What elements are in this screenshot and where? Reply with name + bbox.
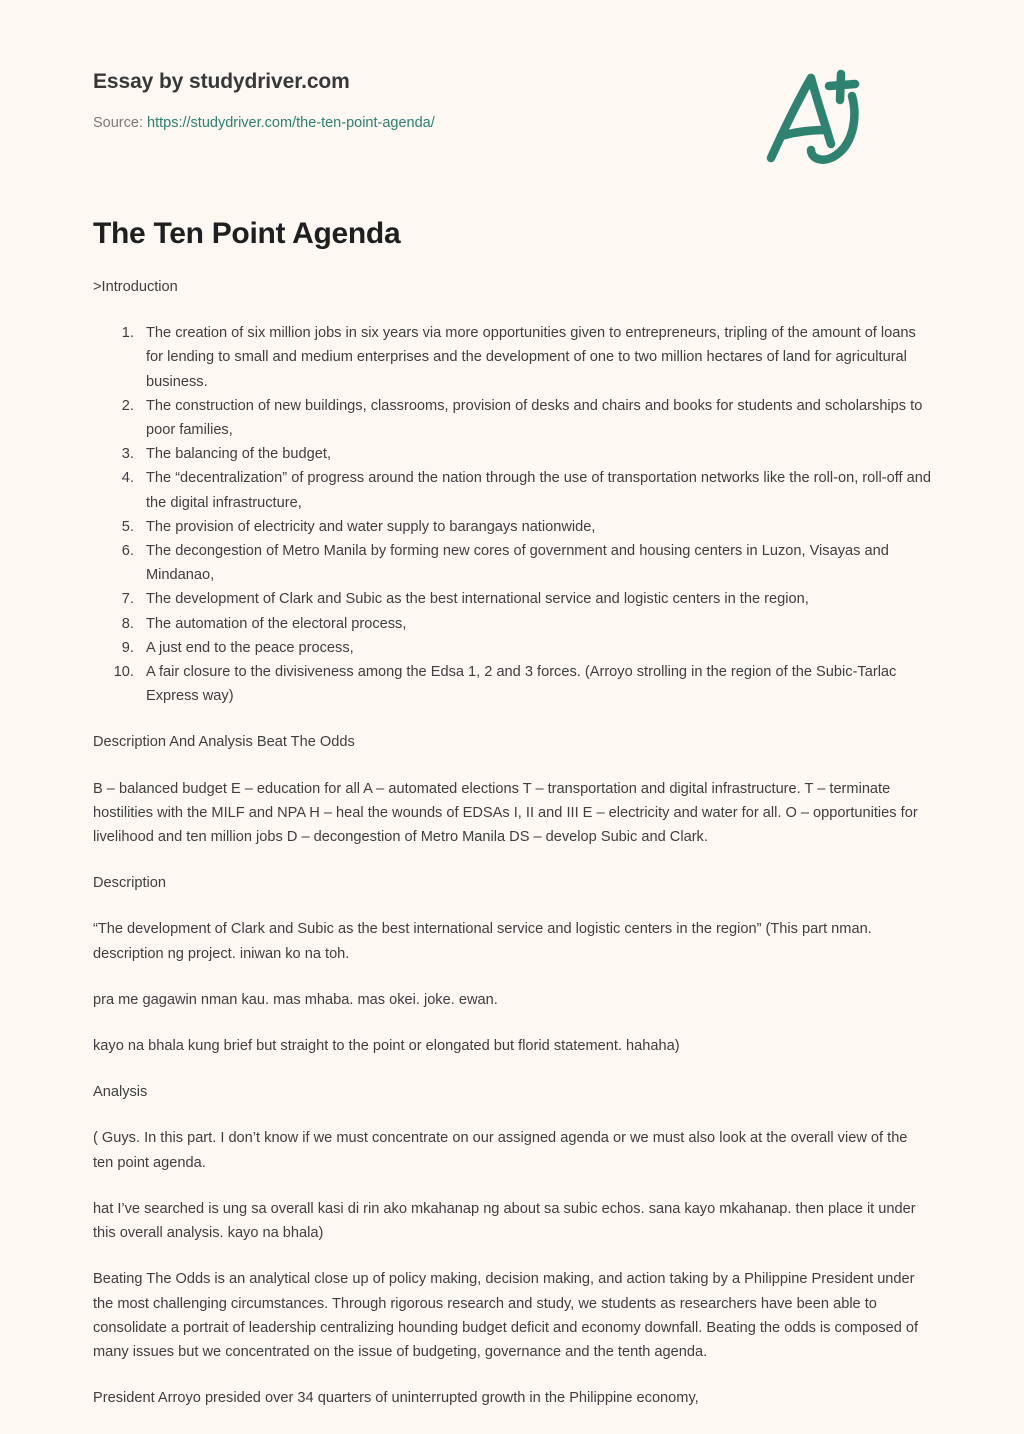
description-paragraph-3: kayo na bhala kung brief but straight to the point or elongated but florid statement. hahaha)	[93, 1038, 680, 1055]
studydriver-a-plus-logo-icon	[759, 62, 869, 174]
list-item: 1. The creation of six million jobs in six years via more opportunities given to entrepreneurs, tripling of the amount of loans for lending to small and medium enterprises and the development of one to two million hectares of land for agricultural business.	[138, 321, 931, 394]
section-heading-description: Description	[93, 875, 166, 892]
agenda-ordered-list	[93, 321, 931, 708]
description-paragraph-1: “The development of Clark and Subic as the best international service and logistic centers in the region” (This part nman. description ng project. iniwan ko na toh.	[93, 921, 872, 962]
description-paragraph-2: pra me gagawin nman kau. mas mhaba. mas okei. joke. ewan.	[93, 991, 498, 1008]
list-item: 8. The automation of the electoral process,	[138, 612, 931, 636]
list-item: 7. The development of Clark and Subic as the best international service and logistic centers in the region,	[138, 587, 931, 611]
section-heading-analysis: Analysis	[93, 1084, 148, 1101]
list-item: 2. The construction of new buildings, classrooms, provision of desks and chairs and books for students and scholarships to poor families,	[138, 394, 931, 442]
source-url-link[interactable]: https://studydriver.com/the-ten-point-agenda/	[147, 115, 435, 131]
list-item: 5. The provision of electricity and water supply to barangays nationwide,	[138, 515, 931, 539]
analysis-paragraph-1: ( Guys. In this part. I don’t know if we must concentrate on our assigned agenda or we must also look at the overall view of the ten point agenda.	[93, 1130, 908, 1171]
section-heading-beat-the-odds: Description And Analysis Beat The Odds	[93, 734, 355, 751]
acronym-paragraph: B – balanced budget E – education for all A – automated elections T – transportation and digital infrastructure. T – terminate hostilities with the MILF and NPA H – heal the wounds of EDSAs I, II and III E – electricity and water for all. O – opportunities for livelihood and ten million jobs D – decongestion of Metro Manila DS – develop Subic and Clark.	[93, 780, 918, 846]
analysis-paragraph-2: hat I’ve searched is ung sa overall kasi di rin ako mkahanap ng about sa subic echos. sana kayo mkahanap. then place it under this overall analysis. kayo na bhala)	[93, 1200, 916, 1242]
list-item: 3. The balancing of the budget,	[138, 442, 931, 466]
document-body	[93, 253, 931, 1410]
list-item: 10. A fair closure to the divisiveness among the Edsa 1, 2 and 3 forces. (Arroyo strolling in the region of the Subic-Tarlac Express way)	[138, 660, 931, 708]
list-item: 6. The decongestion of Metro Manila by forming new cores of government and housing centers in Luzon, Visayas and Mindanao,	[138, 539, 931, 587]
source-label: Source:	[93, 115, 143, 131]
essay-byline: Essay by studydriver.com	[93, 70, 350, 93]
intro-paragraph: >Introduction	[93, 279, 178, 295]
analysis-paragraph-3: Beating The Odds is an analytical close up of policy making, decision making, and action taking by a Philippine President under the most challenging circumstances. Through rigorous research and study, we students as researchers have been able to consolidate a portrait of leadership centralizing hounding budget deficit and economy downfall. Beating the odds is composed of many issues but we concentrated on the issue of budgeting, governance and the tenth agenda.	[93, 1271, 919, 1360]
list-item: 9. A just end to the peace process,	[138, 636, 931, 660]
list-item: 4. The “decentralization” of progress around the nation through the use of transportation networks like the roll-on, roll-off and the digital infrastructure,	[138, 466, 931, 514]
page-title: The Ten Point Agenda	[93, 217, 401, 250]
analysis-paragraph-4: President Arroyo presided over 34 quarters of uninterrupted growth in the Philippine economy,	[93, 1390, 699, 1407]
document-header	[93, 0, 931, 133]
